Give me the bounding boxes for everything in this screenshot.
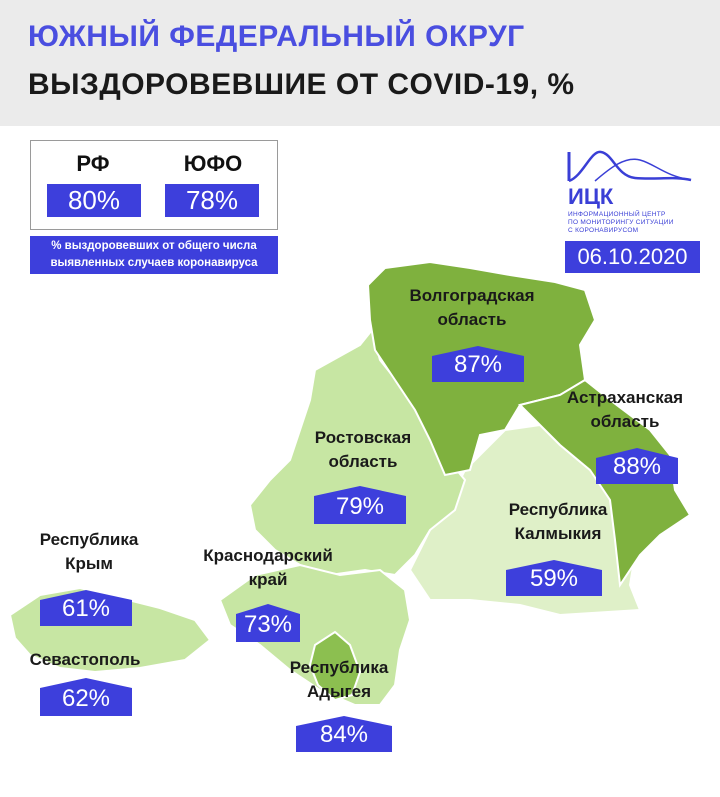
rf-label: РФ	[76, 151, 110, 176]
astrakhan-name-1: Астраханская	[566, 388, 684, 407]
adygea-label	[274, 656, 404, 704]
ufo-label: ЮФО	[183, 151, 243, 176]
kalmykia-label	[488, 498, 628, 546]
logo-sub-line-2: ПО МОНИТОРИНГУ СИТУАЦИИ	[568, 219, 674, 226]
logo-sub-line-1: ИНФОРМАЦИОННЫЙ ЦЕНТР	[568, 211, 666, 218]
rostov-name-1: Ростовская	[314, 428, 412, 447]
crimea-name-2: Крым	[65, 554, 113, 573]
adygea-name-2: Адыгея	[306, 682, 372, 701]
krasnodar-label	[188, 544, 348, 592]
volgograd-name-2: область	[437, 310, 507, 329]
rostov-value: 79%	[335, 493, 385, 520]
logo-subtitle	[568, 211, 698, 235]
volgograd-value-badge	[432, 346, 524, 382]
adygea-value: 84%	[319, 721, 369, 748]
ufo-value: 78%	[165, 184, 259, 217]
rf-value: 80%	[47, 184, 141, 217]
krasnodar-name-1: Краснодарский	[203, 546, 333, 565]
kalmykia-value: 59%	[529, 565, 579, 592]
adygea-value-badge	[296, 716, 392, 752]
astrakhan-value-badge	[596, 448, 678, 484]
volgograd-label	[392, 284, 552, 332]
kalmykia-value-badge	[506, 560, 602, 596]
logo-name: ИЦК	[568, 184, 614, 209]
rostov-value-badge	[314, 486, 406, 524]
astrakhan-label	[555, 386, 695, 434]
sevastopol-value: 62%	[61, 685, 111, 712]
rostov-name-2: область	[328, 452, 398, 471]
crimea-label	[24, 528, 154, 576]
sevastopol-value-badge	[40, 678, 132, 716]
kalmykia-name-2: Калмыкия	[514, 524, 602, 543]
kalmykia-name-1: Республика	[508, 500, 608, 519]
astrakhan-name-2: область	[590, 412, 660, 431]
volgograd-value: 87%	[453, 351, 503, 378]
adygea-name-1: Республика	[289, 658, 389, 677]
logo-sub-line-3: С КОРОНАВИРУСОМ	[568, 227, 639, 234]
summary-note	[30, 236, 278, 274]
note-line-2: выявленных случаев коронавируса	[50, 257, 258, 269]
crimea-name-1: Республика	[39, 530, 139, 549]
sevastopol-label: Севастополь	[29, 650, 141, 669]
volgograd-name-1: Волгоградская	[409, 286, 535, 305]
summary-box	[30, 140, 278, 230]
page-title: ЮЖНЫЙ ФЕДЕРАЛЬНЫЙ ОКРУГ	[28, 20, 525, 53]
astrakhan-value: 88%	[612, 453, 662, 480]
date-badge: 06.10.2020	[565, 241, 700, 273]
krasnodar-name-2: край	[248, 570, 288, 589]
krasnodar-value-badge	[236, 604, 300, 642]
rostov-label	[298, 426, 428, 474]
crimea-value-badge	[40, 590, 132, 626]
krasnodar-value: 73%	[243, 611, 293, 638]
page-subtitle: ВЫЗДОРОВЕВШИЕ ОТ COVID-19, %	[28, 68, 575, 101]
crimea-value: 61%	[61, 595, 111, 622]
note-line-1: % выздоровевших от общего числа	[51, 240, 257, 252]
